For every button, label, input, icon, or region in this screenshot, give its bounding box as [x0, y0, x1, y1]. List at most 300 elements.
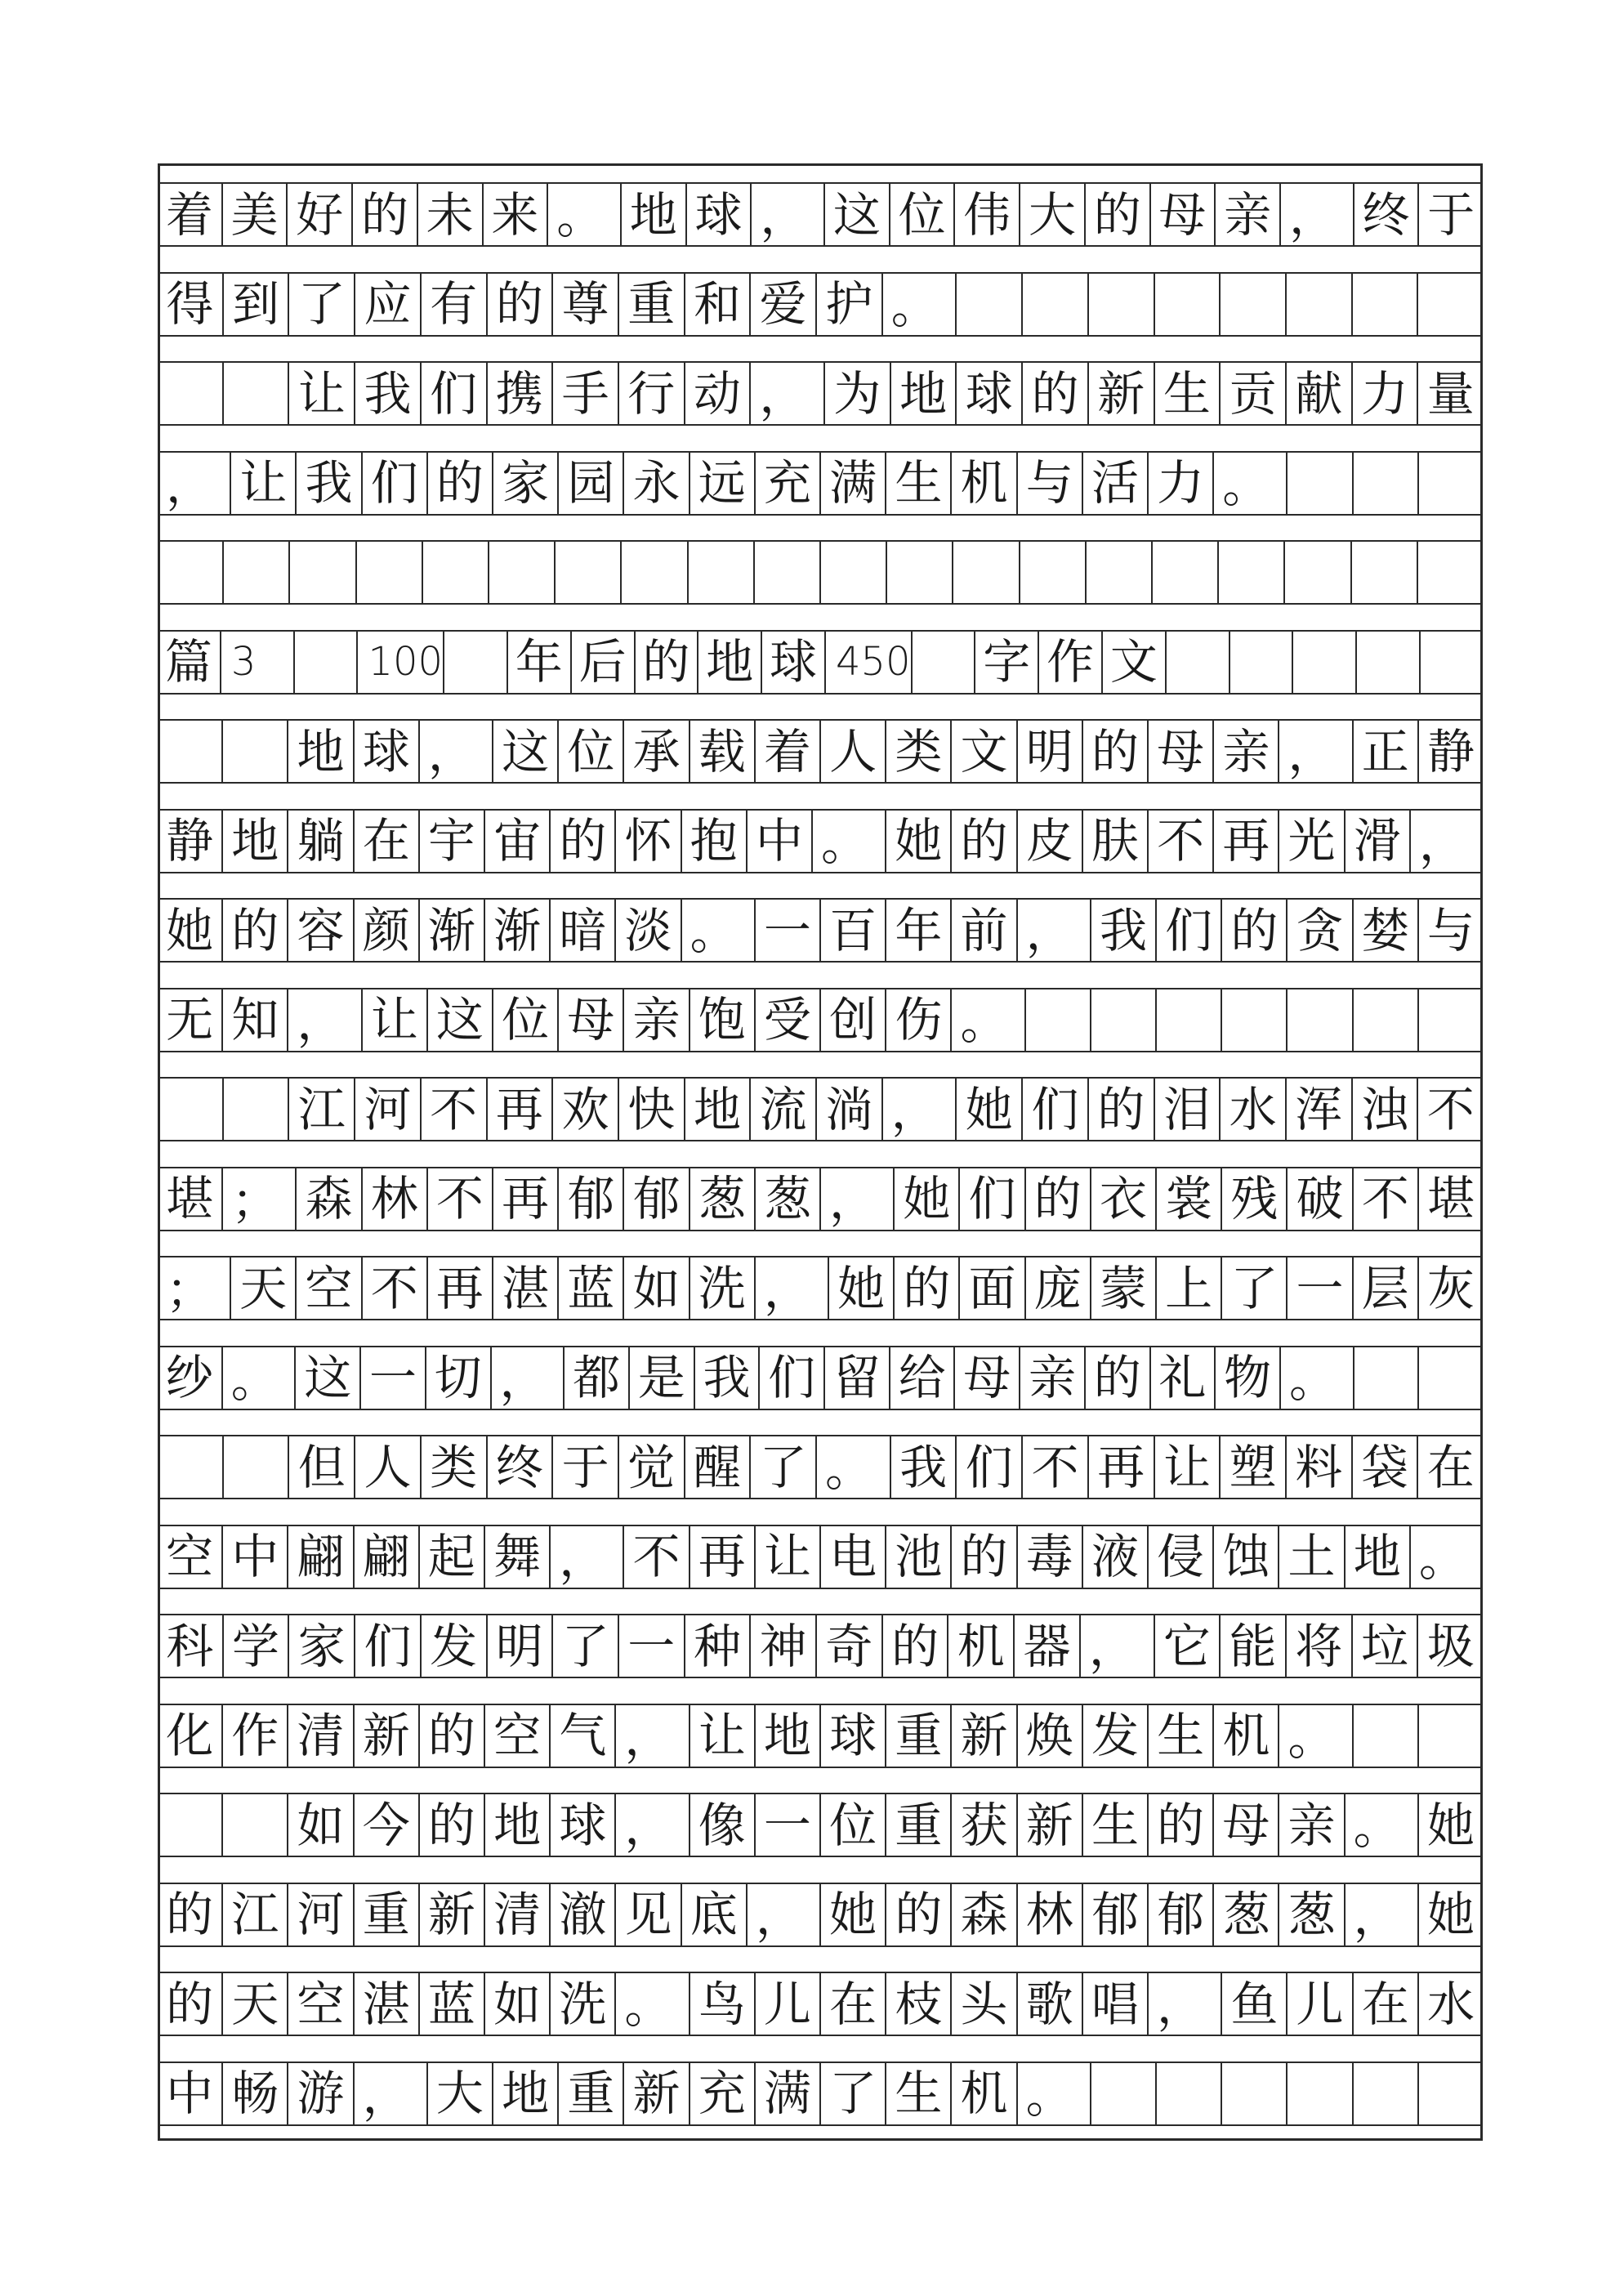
grid-row	[158, 540, 1483, 605]
grid-cell: 我	[695, 1347, 761, 1409]
grid-cell: 渐	[485, 900, 551, 961]
grid-cell: 葱	[690, 1168, 756, 1230]
grid-cell: 是	[630, 1347, 695, 1409]
grid-cell: 重	[886, 1705, 952, 1767]
grid-cell: 尊	[553, 274, 619, 335]
grid-cell: 新	[1089, 363, 1155, 424]
grid-cell	[1354, 1705, 1419, 1767]
grid-row	[158, 272, 1483, 337]
grid-cell	[1293, 632, 1357, 693]
grid-cell: 再	[1089, 1436, 1155, 1498]
grid-cell: ，	[1018, 900, 1091, 961]
grid-cell: 满	[756, 2063, 821, 2124]
grid-row	[158, 361, 1483, 426]
grid-cell	[1023, 274, 1089, 335]
grid-cell: 神	[751, 1615, 817, 1677]
grid-cell	[158, 1794, 223, 1856]
grid-cell	[295, 632, 359, 693]
grid-cell: 滑	[1346, 811, 1411, 872]
grid-cell: 与	[1426, 902, 1475, 958]
grid-cell	[1419, 989, 1483, 1051]
grid-cell: 地	[288, 721, 354, 782]
grid-cell: 的	[428, 453, 493, 514]
grid-cell	[224, 542, 290, 603]
grid-cell: 母	[1151, 184, 1216, 245]
grid-cell: 奇	[817, 1615, 883, 1677]
grid-cell	[1352, 542, 1418, 603]
grid-cell: 的	[353, 184, 418, 245]
grid-cell: 了	[553, 1615, 619, 1677]
grid-cell: 。	[682, 900, 756, 961]
grid-cell: 这	[428, 989, 493, 1051]
grid-cell: 空	[288, 1973, 354, 2035]
grid-cell: 。	[952, 989, 1025, 1051]
grid-cell: 的	[1086, 184, 1151, 245]
grid-cell: 一	[756, 900, 821, 961]
grid-cell: 位	[821, 1794, 886, 1856]
grid-cell: 一	[756, 1794, 821, 1856]
grid-cell	[1155, 274, 1221, 335]
grid-cell: 们	[1023, 1079, 1089, 1140]
grid-cell: 生	[886, 2063, 952, 2124]
grid-cell: 破	[1288, 1168, 1353, 1230]
grid-cell: 生	[1083, 1794, 1149, 1856]
grid-row	[158, 1704, 1483, 1768]
grid-cell: 地	[485, 1794, 551, 1856]
grid-cell: 量	[1426, 365, 1475, 422]
grid-cell: 创	[821, 989, 886, 1051]
grid-cell: 如	[288, 1794, 354, 1856]
grid-cell: 池	[886, 1526, 952, 1588]
grid-cell: 再	[428, 1257, 493, 1319]
grid-cell: 种	[685, 1615, 752, 1677]
grid-cell: ，	[355, 2063, 428, 2124]
grid-cell: 我	[891, 1436, 957, 1498]
grid-row	[158, 988, 1483, 1052]
grid-cell: 的	[886, 1884, 952, 1945]
grid-cell: 中	[223, 1526, 288, 1588]
grid-cell: 重	[355, 1884, 420, 1945]
grid-cell: 庞	[1026, 1257, 1091, 1319]
grid-cell: 让	[231, 453, 297, 514]
grid-cell	[1288, 989, 1353, 1051]
grid-cell: ，	[821, 1168, 895, 1230]
grid-cell: 手	[553, 363, 619, 424]
grid-cell	[1353, 274, 1419, 335]
grid-cell: 她	[1426, 1887, 1475, 1942]
grid-cell: 儿	[756, 1973, 821, 2035]
grid-row	[158, 1525, 1483, 1589]
grid-cell: 的	[158, 1973, 223, 2035]
grid-cell: 郁	[1149, 1884, 1214, 1945]
grid-cell: ，	[748, 1884, 821, 1945]
grid-cell: 重	[559, 2063, 624, 2124]
grid-cell: 森	[297, 1168, 362, 1230]
grid-cell: 着	[756, 721, 821, 782]
grid-cell: 位	[493, 989, 559, 1051]
grid-cell: 获	[952, 1794, 1017, 1856]
grid-cell: 唱	[1083, 1973, 1149, 2035]
grid-cell: 容	[288, 900, 354, 961]
grid-cell	[1419, 2063, 1483, 2124]
grid-cell: 静	[158, 811, 223, 872]
grid-cell: 肤	[1083, 811, 1149, 872]
grid-cell	[1354, 2063, 1419, 2124]
grid-cell: 。	[813, 811, 886, 872]
grid-cell: 力	[1353, 363, 1419, 424]
grid-cell: 机	[1214, 1705, 1279, 1767]
grid-cell	[223, 1794, 288, 1856]
grid-cell: ，	[288, 989, 362, 1051]
grid-cell: 重	[886, 1794, 952, 1856]
grid-cell: 地	[698, 632, 762, 693]
grid-cell	[1288, 2063, 1353, 2124]
grid-cell: 母	[1214, 1794, 1279, 1856]
grid-cell: 的	[952, 1526, 1017, 1588]
grid-cell: 鱼	[1222, 1973, 1288, 2035]
grid-cell	[1091, 2063, 1157, 2124]
grid-cell: 再	[690, 1526, 756, 1588]
grid-cell: 湛	[493, 1257, 559, 1319]
grid-cell	[1354, 989, 1419, 1051]
grid-cell: 的	[1089, 1079, 1155, 1140]
grid-cell: 的	[883, 1615, 949, 1677]
grid-cell: 层	[1354, 1257, 1419, 1319]
grid-cell: 渐	[420, 900, 485, 961]
grid-cell: 空	[485, 1705, 551, 1767]
grid-cell: 这	[493, 721, 559, 782]
grid-cell: 。	[223, 1347, 297, 1409]
grid-cell: 到	[224, 274, 290, 335]
grid-cell: 地	[891, 363, 957, 424]
grid-cell: 这	[825, 184, 890, 245]
grid-cell: 她	[158, 900, 223, 961]
grid-cell: ，	[1279, 721, 1353, 782]
grid-cell: 得	[158, 274, 224, 335]
grid-cell: 让	[756, 1526, 821, 1588]
grid-cell: ，	[756, 1257, 829, 1319]
grid-cell: 新	[1018, 1794, 1083, 1856]
grid-cell: 。	[1418, 1530, 1466, 1587]
grid-cell: ；	[158, 1257, 231, 1319]
grid-cell: 类	[422, 1436, 488, 1498]
grid-cell: 大	[1020, 184, 1086, 245]
grid-cell: 游	[288, 2063, 354, 2124]
grid-cell: 了	[1222, 1257, 1288, 1319]
grid-cell: 作	[1039, 632, 1103, 693]
grid-cell: 郁	[559, 1168, 624, 1230]
grid-cell	[158, 542, 224, 603]
grid-cell: 像	[690, 1794, 756, 1856]
grid-cell	[887, 542, 953, 603]
grid-cell: ；	[223, 1168, 297, 1230]
grid-cell: 年	[508, 632, 572, 693]
grid-row	[158, 1972, 1483, 2036]
grid-cell	[1026, 989, 1091, 1051]
grid-cell: 她	[829, 1257, 895, 1319]
grid-cell: 贪	[1288, 900, 1353, 961]
grid-cell	[556, 542, 622, 603]
grid-cell: ，	[158, 453, 231, 514]
grid-cell: 后	[572, 632, 636, 693]
grid-cell: 不	[1354, 1168, 1419, 1230]
grid-cell: 纱	[158, 1347, 223, 1409]
grid-cell: 有	[422, 274, 488, 335]
grid-cell: 鸟	[690, 1973, 756, 2035]
grid-cell: 让	[363, 989, 428, 1051]
grid-cell: 科	[158, 1615, 224, 1677]
grid-cell: 字	[975, 632, 1039, 693]
grid-cell	[423, 542, 489, 603]
grid-cell: 中	[748, 811, 813, 872]
grid-cell: 重	[619, 274, 685, 335]
grid-cell: 。	[548, 184, 622, 245]
grid-row	[158, 630, 1483, 695]
grid-cell	[1354, 1347, 1420, 1409]
grid-cell: 欢	[553, 1079, 619, 1140]
grid-cell: 她	[821, 1884, 886, 1945]
grid-cell: 的	[420, 1705, 485, 1767]
grid-cell: 应	[355, 274, 422, 335]
grid-cell: 球	[762, 632, 826, 693]
grid-cell: 充	[690, 2063, 756, 2124]
grid-cell: 宙	[485, 811, 551, 872]
grid-cell: 枝	[886, 1973, 952, 2035]
grid-cell: 明	[488, 1615, 554, 1677]
grid-cell: 我	[355, 363, 422, 424]
grid-cell: 天	[223, 1973, 288, 2035]
grid-cell: 光	[1279, 811, 1345, 872]
grid-cell: 。	[1018, 2063, 1091, 2124]
grid-cell	[1157, 2063, 1222, 2124]
grid-cell: 静	[1426, 723, 1475, 779]
grid-cell: 的	[895, 1257, 960, 1319]
grid-cell: 再	[493, 1168, 559, 1230]
grid-cell: 明	[1018, 721, 1083, 782]
grid-cell: 母	[559, 989, 624, 1051]
grid-cell: 篇	[158, 632, 221, 693]
grid-cell: 的	[636, 632, 699, 693]
grid-cell: 水	[1426, 1976, 1475, 2032]
grid-cell: 我	[1091, 900, 1157, 961]
grid-cell: 知	[223, 989, 288, 1051]
grid-cell: 爱	[751, 274, 817, 335]
grid-cell: 新	[952, 1705, 1017, 1767]
grid-cell: 蓝	[559, 1257, 624, 1319]
grid-cell: 不	[1149, 811, 1214, 872]
grid-cell: 与	[1018, 453, 1083, 514]
grid-cell: 力	[1149, 453, 1214, 514]
grid-cell	[1421, 632, 1483, 693]
grid-cell: 的	[420, 1794, 485, 1856]
grid-cell	[224, 1079, 290, 1140]
grid-cell: 蒙	[1091, 1257, 1157, 1319]
grid-cell: 园	[559, 453, 624, 514]
grid-cell	[1419, 453, 1483, 514]
grid-cell: 侵	[1149, 1526, 1214, 1588]
grid-cell: 我	[297, 453, 362, 514]
grid-cell: 了	[289, 274, 355, 335]
grid-cell: 们	[957, 1436, 1023, 1498]
grid-cell	[1354, 453, 1419, 514]
grid-cell: 清	[288, 1705, 354, 1767]
grid-cell: 清	[485, 1884, 551, 1945]
grid-cell: 一	[1288, 1257, 1353, 1319]
grid-cell: ，	[752, 184, 825, 245]
grid-cell: 快	[619, 1079, 685, 1140]
grid-cell: 在	[1426, 1439, 1475, 1495]
grid-row	[158, 719, 1483, 784]
grid-cell	[1418, 274, 1483, 335]
grid-cell: 发	[1083, 1705, 1149, 1767]
grid-cell: 亲	[1020, 1347, 1086, 1409]
grid-cell: 在	[355, 811, 420, 872]
grid-cell: 发	[422, 1615, 488, 1677]
grid-cell: 永	[624, 453, 690, 514]
grid-cell: 新	[420, 1884, 485, 1945]
grid-cell: 的	[488, 274, 554, 335]
grid-cell: ，	[551, 1526, 624, 1588]
grid-cell	[1157, 989, 1222, 1051]
grid-cell: 球	[687, 184, 752, 245]
grid-cell: 她	[886, 811, 952, 872]
grid-row	[158, 1167, 1483, 1231]
grid-cell: ，	[492, 1347, 565, 1409]
grid-cell: 舞	[485, 1526, 551, 1588]
grid-cell	[1153, 542, 1219, 603]
grid-cell: 湛	[355, 1973, 420, 2035]
grid-cell: 伤	[886, 989, 952, 1051]
grid-cell	[158, 1436, 224, 1498]
grid-cell	[1219, 542, 1285, 603]
grid-cell: 。	[1346, 1794, 1419, 1856]
grid-cell: 儿	[1288, 1973, 1353, 2035]
grid-cell	[957, 274, 1023, 335]
grid-cell: 空	[297, 1257, 362, 1319]
grid-cell: 了	[821, 2063, 886, 2124]
grid-cell: ，	[1346, 1884, 1419, 1945]
grid-row	[158, 1346, 1483, 1410]
grid-cell: 不	[422, 1079, 488, 1140]
grid-cell: 水	[1221, 1079, 1287, 1140]
grid-cell: 洗	[551, 1973, 616, 2035]
grid-cell: 们	[1157, 900, 1222, 961]
grid-cell: 给	[890, 1347, 956, 1409]
grid-cell	[755, 542, 821, 603]
grid-cell: 江	[223, 1884, 288, 1945]
grid-cell: 球	[957, 363, 1023, 424]
grid-cell	[821, 542, 887, 603]
grid-cell: 不	[1426, 1081, 1475, 1137]
grid-cell: 葱	[756, 1168, 821, 1230]
grid-cell: 母	[955, 1347, 1020, 1409]
grid-cell: 林	[1018, 1884, 1083, 1945]
grid-cell: ，	[1081, 1615, 1155, 1677]
grid-cell: 毒	[1018, 1526, 1083, 1588]
grid-cell	[953, 542, 1020, 603]
grid-row	[158, 2061, 1483, 2126]
grid-cell: 她	[957, 1079, 1023, 1140]
grid-cell: 洗	[690, 1257, 756, 1319]
grid-cell	[1285, 542, 1351, 603]
grid-cell	[1222, 989, 1288, 1051]
grid-cell: 畅	[223, 2063, 288, 2124]
grid-cell: 皮	[1018, 811, 1083, 872]
grid-cell: 气	[551, 1705, 616, 1767]
grid-cell	[158, 1079, 224, 1140]
grid-cell: 护	[817, 274, 883, 335]
grid-row	[158, 1435, 1483, 1499]
grid-cell: 的	[952, 811, 1017, 872]
grid-cell: 翩	[355, 1526, 420, 1588]
grid-cell: 不	[624, 1526, 690, 1588]
grid-cell: 大	[428, 2063, 493, 2124]
grid-cell: 献	[1287, 363, 1353, 424]
grid-cell: 郁	[624, 1168, 690, 1230]
grid-cell: 醒	[685, 1436, 752, 1498]
grid-cell: 器	[1015, 1615, 1081, 1677]
grid-cell: 们	[422, 363, 488, 424]
grid-cell: 浊	[1353, 1079, 1419, 1140]
grid-cell: 的	[1026, 1168, 1091, 1230]
grid-cell: 450	[826, 632, 913, 693]
grid-cell: 圾	[1426, 1618, 1475, 1674]
grid-cell: 但	[289, 1436, 355, 1498]
grid-cell: 机	[952, 453, 1017, 514]
grid-cell: 新	[624, 2063, 690, 2124]
grid-cell: 生	[1149, 1705, 1214, 1767]
grid-cell	[1222, 2063, 1288, 2124]
grid-cell: 不	[1023, 1436, 1089, 1498]
grid-cell: 位	[890, 184, 956, 245]
grid-cell: 终	[1354, 184, 1420, 245]
grid-cell: 空	[158, 1526, 223, 1588]
grid-cell: 物	[1216, 1347, 1281, 1409]
grid-row	[158, 1793, 1483, 1857]
grid-cell: 未	[418, 184, 484, 245]
grid-cell: 球	[551, 1794, 616, 1856]
grid-cell: 受	[756, 989, 821, 1051]
grid-cell: 伟	[955, 184, 1020, 245]
grid-cell: 。	[1279, 1705, 1353, 1767]
grid-cell: 不	[428, 1168, 493, 1230]
grid-cell: 面	[960, 1257, 1025, 1319]
grid-cell: 活	[1083, 453, 1149, 514]
grid-cell	[290, 542, 356, 603]
grid-cell: 再	[488, 1079, 554, 1140]
grid-cell: 切	[426, 1347, 492, 1409]
grid-cell: 地	[1346, 1526, 1411, 1588]
grid-cell: 翩	[288, 1526, 354, 1588]
grid-cell: 河	[288, 1884, 354, 1945]
grid-cell: 球	[821, 1705, 886, 1767]
grid-cell: 婪	[1354, 900, 1419, 961]
grid-cell: 裳	[1157, 1168, 1222, 1230]
grid-cell: 文	[952, 721, 1017, 782]
grid-row	[158, 1256, 1483, 1320]
grid-cell	[1419, 1705, 1483, 1767]
grid-cell: 都	[565, 1347, 630, 1409]
grid-cell: 。	[817, 1436, 891, 1498]
grid-cell: 液	[1083, 1526, 1149, 1588]
grid-cell: 前	[952, 900, 1017, 961]
grid-cell: 葱	[1214, 1884, 1279, 1945]
grid-cell	[1020, 542, 1087, 603]
grid-cell	[622, 542, 688, 603]
grid-cell: 灰	[1426, 1260, 1475, 1316]
grid-cell: 们	[355, 1615, 422, 1677]
grid-cell	[158, 721, 223, 782]
